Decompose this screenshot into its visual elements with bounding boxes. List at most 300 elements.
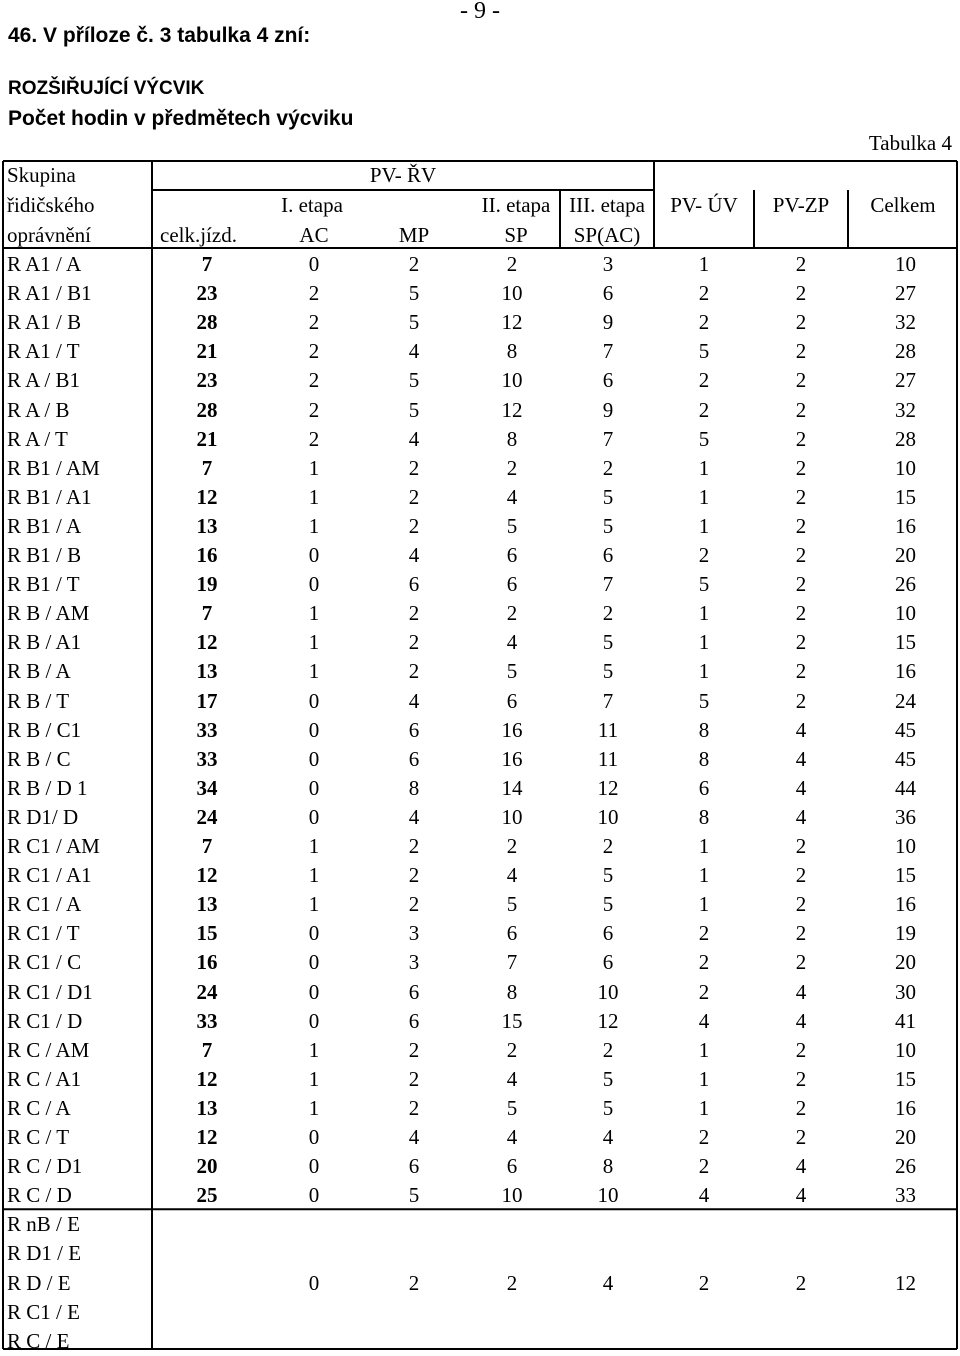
row-15-pv-zp: 2 [795,688,807,713]
row-10-celk-jizd: 16 [196,543,218,567]
group-value-sp: 2 [506,1270,518,1295]
row-25-pv-uv: 2 [698,979,710,1004]
row-28-label: R C / A1 [7,1066,82,1091]
row-16-celk-jizd: 33 [196,717,218,742]
row-25-celk-jizd: 24 [196,979,218,1004]
row-9-pv-uv: 1 [698,513,710,538]
row-10-label: R B1 / B [7,543,82,567]
row-4-sp-ac: 6 [602,368,614,393]
row-19-celkem: 36 [895,804,916,829]
row-0-pv-uv: 1 [698,252,710,276]
row-31-celk-jizd: 20 [196,1154,218,1179]
row-10-ac: 0 [308,543,320,567]
row-21-mp: 2 [408,863,420,888]
row-14-pv-uv: 1 [698,659,710,684]
row-28-mp: 2 [408,1066,420,1091]
row-32-mp: 5 [408,1183,420,1208]
row-23-celk-jizd: 15 [196,921,218,946]
row-13-mp: 2 [408,630,420,655]
group-value-ac: 0 [308,1270,320,1295]
hours-table [2,160,958,1353]
row-28-pv-zp: 2 [795,1066,807,1091]
header-pv-rv: PV- ŘV [369,163,437,187]
row-3-celk-jizd: 21 [196,339,218,364]
row-19-pv-zp: 4 [795,804,807,829]
row-17-pv-zp: 4 [795,746,807,771]
row-14-celkem: 16 [895,659,916,684]
row-24-label: R C1 / C [7,950,82,975]
row-0-mp: 2 [408,252,420,276]
row-9-label: R B1 / A [7,513,82,538]
row-26-mp: 6 [408,1008,420,1033]
group-row-label: R C1 / E [7,1299,80,1324]
row-27-pv-uv: 1 [698,1037,710,1062]
row-14-sp: 5 [506,659,518,684]
row-3-sp: 8 [506,339,518,364]
row-7-celk-jizd: 7 [201,455,213,480]
row-27-mp: 2 [408,1037,420,1062]
row-25-ac: 0 [308,979,320,1004]
row-27-sp-ac: 2 [602,1037,614,1062]
row-9-sp-ac: 5 [602,513,614,538]
row-23-sp: 6 [506,921,518,946]
row-16-sp-ac: 11 [597,717,619,742]
row-0-celkem: 10 [895,252,916,276]
row-12-mp: 2 [408,601,420,626]
row-15-mp: 4 [408,688,420,713]
row-14-ac: 1 [308,659,320,684]
row-29-pv-uv: 1 [698,1095,710,1120]
row-30-mp: 4 [408,1125,420,1149]
row-4-label: R A / B1 [7,368,80,393]
row-24-sp-ac: 6 [602,950,614,975]
row-29-pv-zp: 2 [795,1095,807,1120]
row-22-ac: 1 [308,892,320,917]
row-7-mp: 2 [408,455,420,480]
row-7-sp-ac: 2 [602,455,614,480]
row-14-mp: 2 [408,659,420,684]
row-17-celk-jizd: 33 [196,746,218,771]
row-29-mp: 2 [408,1095,420,1120]
group-row-label: R nB / E [7,1212,80,1237]
row-1-celk-jizd: 23 [196,281,218,306]
row-28-sp-ac: 5 [602,1066,614,1091]
row-1-mp: 5 [408,281,420,306]
row-9-celk-jizd: 13 [196,513,218,538]
section-subtitle: Počet hodin v předmětech výcviku [8,107,354,130]
row-0-ac: 0 [308,252,320,276]
row-23-ac: 0 [308,921,320,946]
row-1-ac: 2 [308,281,320,306]
row-20-sp-ac: 2 [602,834,614,858]
row-32-sp: 10 [501,1183,523,1208]
row-4-pv-uv: 2 [698,368,710,393]
row-20-celk-jizd: 7 [201,834,213,858]
row-5-pv-uv: 2 [698,397,710,422]
row-11-sp: 6 [506,572,518,597]
row-14-label: R B / A [7,659,71,684]
group-value-mp: 2 [408,1270,420,1295]
row-10-mp: 4 [408,543,420,567]
row-25-mp: 6 [408,979,420,1004]
row-15-sp-ac: 7 [602,688,614,713]
row-8-label: R B1 / A1 [7,484,92,509]
row-20-pv-uv: 1 [698,834,710,858]
row-1-pv-uv: 2 [698,281,710,306]
row-12-pv-zp: 2 [795,601,807,626]
row-30-pv-zp: 2 [795,1125,807,1149]
row-22-celkem: 16 [895,892,916,917]
row-6-celk-jizd: 21 [196,426,218,451]
row-11-celkem: 26 [895,572,916,597]
row-1-pv-zp: 2 [795,281,807,306]
row-32-label: R C / D [7,1183,72,1208]
row-28-celkem: 15 [895,1066,916,1091]
row-7-pv-zp: 2 [795,455,807,480]
row-13-sp-ac: 5 [602,630,614,655]
row-31-ac: 0 [308,1154,320,1179]
row-2-mp: 5 [408,310,420,335]
row-11-celk-jizd: 19 [196,572,218,597]
row-6-pv-zp: 2 [795,426,807,451]
row-6-ac: 2 [308,426,320,451]
row-17-ac: 0 [308,746,320,771]
row-11-pv-uv: 5 [698,572,710,597]
row-17-sp: 16 [501,746,523,771]
row-3-ac: 2 [308,339,320,364]
row-13-label: R B / A1 [7,630,82,655]
row-5-sp: 12 [501,397,523,422]
row-5-mp: 5 [408,397,420,422]
row-27-pv-zp: 2 [795,1037,807,1062]
row-18-celk-jizd: 34 [196,775,218,800]
row-20-pv-zp: 2 [795,834,807,858]
row-20-mp: 2 [408,834,420,858]
row-0-sp-ac: 3 [602,252,614,276]
row-32-sp-ac: 10 [597,1183,619,1208]
row-14-pv-zp: 2 [795,659,807,684]
row-25-label: R C1 / D1 [7,979,93,1004]
section-title: ROZŠIŘUJÍCÍ VÝCVIK [8,78,205,99]
row-30-celk-jizd: 12 [196,1125,218,1149]
row-19-pv-uv: 8 [698,804,710,829]
row-10-pv-zp: 2 [795,543,807,567]
row-22-celk-jizd: 13 [196,892,218,917]
row-13-sp: 4 [506,630,518,655]
row-31-pv-zp: 4 [795,1154,807,1179]
row-28-celk-jizd: 12 [196,1066,218,1091]
row-31-label: R C / D1 [7,1154,83,1179]
row-11-label: R B1 / T [7,572,80,597]
row-30-sp: 4 [506,1125,518,1149]
row-29-celk-jizd: 13 [196,1095,218,1120]
row-18-mp: 8 [408,775,420,800]
group-row-label: R C / E [7,1328,70,1353]
row-7-pv-uv: 1 [698,455,710,480]
row-27-sp: 2 [506,1037,518,1062]
row-26-pv-uv: 4 [698,1008,710,1033]
row-3-mp: 4 [408,339,420,364]
row-25-celkem: 30 [895,979,916,1004]
row-20-celkem: 10 [895,834,916,858]
row-8-sp: 4 [506,484,518,509]
row-17-mp: 6 [408,746,420,771]
row-21-sp-ac: 5 [602,863,614,888]
row-21-pv-zp: 2 [795,863,807,888]
row-31-celkem: 26 [895,1154,916,1179]
row-4-mp: 5 [408,368,420,393]
row-18-sp: 14 [501,775,523,800]
group-value-pv-uv: 2 [698,1270,710,1295]
row-13-ac: 1 [308,630,320,655]
row-10-celkem: 20 [895,543,916,567]
row-32-celk-jizd: 25 [196,1183,218,1208]
row-6-label: R A / T [7,426,68,451]
row-15-ac: 0 [308,688,320,713]
row-18-sp-ac: 12 [597,775,619,800]
row-11-sp-ac: 7 [602,572,614,597]
group-value-celkem: 12 [895,1270,916,1295]
row-1-celkem: 27 [895,281,916,306]
row-7-celkem: 10 [895,455,916,480]
row-5-label: R A / B [7,397,70,422]
row-24-pv-zp: 2 [795,950,807,975]
row-18-pv-uv: 6 [698,775,710,800]
header-sp: SP [504,223,528,247]
row-16-pv-zp: 4 [795,717,807,742]
row-26-ac: 0 [308,1008,320,1033]
row-18-pv-zp: 4 [795,775,807,800]
row-24-celkem: 20 [895,950,916,975]
row-15-celkem: 24 [895,688,916,713]
row-15-pv-uv: 5 [698,688,710,713]
row-23-pv-zp: 2 [795,921,807,946]
row-2-ac: 2 [308,310,320,335]
row-28-sp: 4 [506,1066,518,1091]
row-20-ac: 1 [308,834,320,858]
row-7-label: R B1 / AM [7,455,100,480]
row-29-sp-ac: 5 [602,1095,614,1120]
row-5-ac: 2 [308,397,320,422]
row-3-sp-ac: 7 [602,339,614,364]
row-12-celkem: 10 [895,601,916,626]
row-9-sp: 5 [506,513,518,538]
row-17-sp-ac: 11 [597,746,619,771]
row-24-sp: 7 [506,950,518,975]
row-23-label: R C1 / T [7,921,80,946]
page-number: - 9 - [460,0,500,24]
row-19-sp-ac: 10 [597,804,619,829]
row-32-pv-uv: 4 [698,1183,710,1208]
row-21-pv-uv: 1 [698,863,710,888]
row-16-mp: 6 [408,717,420,742]
group-row-label: R D / E [7,1270,71,1295]
row-3-pv-uv: 5 [698,339,710,364]
row-2-pv-zp: 2 [795,310,807,335]
row-20-label: R C1 / AM [7,834,100,858]
row-30-label: R C / T [7,1125,70,1149]
row-2-celk-jizd: 28 [196,310,218,335]
row-5-celk-jizd: 28 [196,397,218,422]
group-value-pv-zp: 2 [795,1270,807,1295]
row-8-celk-jizd: 12 [196,484,218,509]
row-19-ac: 0 [308,804,320,829]
row-22-sp: 5 [506,892,518,917]
row-6-sp: 8 [506,426,518,451]
row-10-pv-uv: 2 [698,543,710,567]
row-31-pv-uv: 2 [698,1154,710,1179]
table-label: Tabulka 4 [868,131,952,155]
row-21-ac: 1 [308,863,320,888]
row-26-pv-zp: 4 [795,1008,807,1033]
row-26-celk-jizd: 33 [196,1008,218,1033]
header-etapa-2: II. etapa [481,193,551,217]
row-17-pv-uv: 8 [698,746,710,771]
row-29-sp: 5 [506,1095,518,1120]
row-6-sp-ac: 7 [602,426,614,451]
row-9-ac: 1 [308,513,320,538]
row-8-mp: 2 [408,484,420,509]
row-1-label: R A1 / B1 [7,281,92,306]
row-18-ac: 0 [308,775,320,800]
row-29-celkem: 16 [895,1095,916,1120]
row-4-ac: 2 [308,368,320,393]
row-18-label: R B / D 1 [7,775,88,800]
row-13-pv-zp: 2 [795,630,807,655]
row-12-sp: 2 [506,601,518,626]
row-23-pv-uv: 2 [698,921,710,946]
row-25-pv-zp: 4 [795,979,807,1004]
row-27-celk-jizd: 7 [201,1037,213,1062]
header-etapa-1: I. etapa [281,193,343,217]
header-skupina: Skupina [7,163,76,187]
row-2-pv-uv: 2 [698,310,710,335]
row-30-pv-uv: 2 [698,1125,710,1149]
row-21-sp: 4 [506,863,518,888]
row-6-mp: 4 [408,426,420,451]
row-9-pv-zp: 2 [795,513,807,538]
row-19-mp: 4 [408,804,420,829]
row-1-sp-ac: 6 [602,281,614,306]
row-8-celkem: 15 [895,484,916,509]
header-opravneni: oprávnění [7,223,91,247]
row-24-pv-uv: 2 [698,950,710,975]
row-28-pv-uv: 1 [698,1066,710,1091]
row-26-label: R C1 / D [7,1008,83,1033]
row-26-sp-ac: 12 [597,1008,619,1033]
row-0-label: R A1 / A [7,252,82,276]
row-2-sp-ac: 9 [602,310,614,335]
row-6-pv-uv: 5 [698,426,710,451]
row-22-pv-uv: 1 [698,892,710,917]
row-5-celkem: 32 [895,397,916,422]
row-18-celkem: 44 [895,775,916,800]
row-6-celkem: 28 [895,426,916,451]
row-13-pv-uv: 1 [698,630,710,655]
row-3-celkem: 28 [895,339,916,364]
row-25-sp-ac: 10 [597,979,619,1004]
row-4-sp: 10 [501,368,523,393]
row-15-celk-jizd: 17 [196,688,218,713]
header-celkem: Celkem [870,193,936,217]
row-13-celkem: 15 [895,630,916,655]
row-16-celkem: 45 [895,717,916,742]
row-11-pv-zp: 2 [795,572,807,597]
row-10-sp-ac: 6 [602,543,614,567]
row-19-label: R D1/ D [7,804,79,829]
row-15-sp: 6 [506,688,518,713]
group-value-sp-ac: 4 [602,1270,614,1295]
row-21-celk-jizd: 12 [196,863,218,888]
row-22-sp-ac: 5 [602,892,614,917]
row-17-celkem: 45 [895,746,916,771]
row-14-celk-jizd: 13 [196,659,218,684]
row-12-celk-jizd: 7 [201,601,213,626]
row-16-sp: 16 [501,717,523,742]
group-value-celk-jizd [152,1269,262,1298]
row-21-celkem: 15 [895,863,916,888]
amendment-heading: 46. V příloze č. 3 tabulka 4 zní: [8,24,311,47]
row-30-ac: 0 [308,1125,320,1149]
row-19-celk-jizd: 24 [196,804,218,829]
row-21-label: R C1 / A1 [7,863,92,888]
header-ridicskeho: řidičského [7,193,95,217]
row-31-mp: 6 [408,1154,420,1179]
row-10-sp: 6 [506,543,518,567]
row-0-celk-jizd: 7 [201,252,213,276]
row-20-sp: 2 [506,834,518,858]
row-5-sp-ac: 9 [602,397,614,422]
row-23-celkem: 19 [895,921,916,946]
row-11-mp: 6 [408,572,420,597]
row-31-sp-ac: 8 [602,1154,614,1179]
row-9-mp: 2 [408,513,420,538]
row-7-ac: 1 [308,455,320,480]
row-26-celkem: 41 [895,1008,916,1033]
row-3-pv-zp: 2 [795,339,807,364]
row-12-pv-uv: 1 [698,601,710,626]
row-22-pv-zp: 2 [795,892,807,917]
row-12-sp-ac: 2 [602,601,614,626]
header-sp-ac: SP(AC) [573,223,641,247]
row-27-label: R C / AM [7,1037,90,1062]
row-23-mp: 3 [408,921,420,946]
row-29-label: R C / A [7,1095,71,1120]
row-17-label: R B / C [7,746,71,771]
row-13-celk-jizd: 12 [196,630,218,655]
row-9-celkem: 16 [895,513,916,538]
header-mp: MP [398,223,430,247]
row-8-pv-zp: 2 [795,484,807,509]
row-30-celkem: 20 [895,1125,916,1149]
row-11-ac: 0 [308,572,320,597]
row-24-celk-jizd: 16 [196,950,218,975]
row-16-ac: 0 [308,717,320,742]
row-8-sp-ac: 5 [602,484,614,509]
row-29-ac: 1 [308,1095,320,1120]
row-31-sp: 6 [506,1154,518,1179]
row-2-celkem: 32 [895,310,916,335]
row-27-celkem: 10 [895,1037,916,1062]
row-4-celkem: 27 [895,368,916,393]
header-etapa-3: III. etapa [569,193,645,217]
row-24-ac: 0 [308,950,320,975]
row-8-pv-uv: 1 [698,484,710,509]
row-32-ac: 0 [308,1183,320,1208]
row-16-label: R B / C1 [7,717,82,742]
row-22-mp: 2 [408,892,420,917]
row-26-sp: 15 [501,1008,523,1033]
